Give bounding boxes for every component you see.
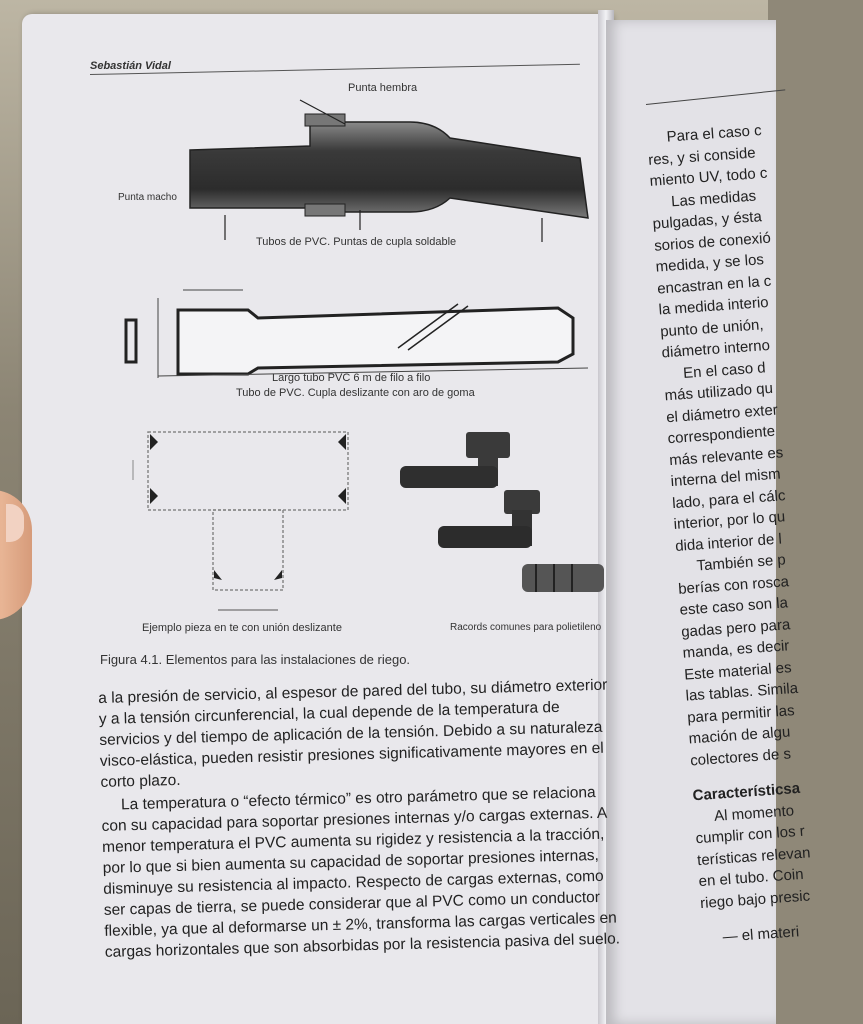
right-text-line: miento UV, todo c [649, 164, 768, 190]
racords-illustration [396, 428, 606, 608]
right-text-line: interna del mism [670, 465, 782, 491]
right-subheading: Característicsa [692, 779, 801, 805]
label-cupla-deslizante: Tubo de PVC. Cupla deslizante con aro de goma [236, 387, 475, 399]
right-text-line: más utilizado qu [664, 379, 774, 405]
right-text-line: punto de unión, [659, 315, 765, 340]
right-text-line: la medida interio [658, 293, 770, 319]
right-text-line: riego bajo presic [699, 886, 811, 912]
right-text-line: También se p [696, 551, 787, 575]
right-text-line: sorios de conexió [653, 229, 772, 255]
right-text-line: Este material es [683, 658, 793, 684]
right-text-line: dida interior de l [674, 530, 783, 555]
right-text-line: lado, para el cálc [671, 486, 786, 512]
label-largo-tubo: Largo tubo PVC 6 m de filo a filo [272, 372, 431, 384]
right-text-line: colectores de s [689, 744, 792, 769]
right-text-line: terísticas relevan [696, 843, 811, 869]
label-racords: Racords comunes para polietileno [450, 622, 602, 633]
figure-caption-text: Elementos para las instalaciones de riego. [165, 652, 411, 667]
figure-caption-prefix: Figura 4.1. [100, 652, 163, 667]
right-text-line: gadas pero para [680, 615, 791, 641]
right-text-line: res, y si conside [647, 143, 757, 169]
right-text-line: cumplir con los r [695, 822, 806, 848]
right-text-line: Para el caso c [666, 121, 763, 146]
right-text-line: las tablas. Simila [685, 679, 799, 705]
right-text-line: En el caso d [682, 358, 767, 382]
right-text-line: pulgadas, y ésta [652, 208, 763, 233]
right-text-line: diámetro interno [661, 336, 771, 362]
label-cupla-soldable: Tubos de PVC. Puntas de cupla soldable [256, 236, 457, 248]
left-body-text [98, 674, 625, 963]
right-text-line: en el tubo. Coin [698, 865, 805, 891]
right-text-line: correspondiente [667, 422, 776, 448]
right-text-line: berías con rosca [677, 572, 790, 598]
right-text-line: más relevante es [668, 443, 784, 469]
right-text-line: Las medidas [670, 187, 757, 210]
label-punta-hembra: Punta hembra [348, 82, 418, 94]
label-pieza-te: Ejemplo pieza en te con unión deslizante [142, 622, 342, 634]
figure-caption [100, 652, 410, 667]
paragraph: a la presión de servicio, al espesor de pared del tubo, su diámetro exterior y a la tensión circunferencial, la cual depende de la temperatura de servicios y del tiempo de aplicación de la tensión. Debido a su naturaleza visco-elástica, pueden resistir presiones significativamente mayores en el corto plazo. [98, 676, 608, 791]
pipe-socket-illustration [180, 100, 600, 250]
right-text-line: mación de algu [688, 723, 791, 748]
right-text-line: interior, por lo qu [673, 508, 786, 534]
right-text-line: para permitir las [686, 701, 796, 727]
right-text-line: el diámetro exter [665, 401, 779, 426]
label-punta-macho: Punta macho [118, 192, 177, 203]
running-head: Sebastián Vidal [90, 60, 171, 72]
paragraph: La temperatura o “efecto térmico” es otro parámetro que se relaciona con su capacidad para soportar presiones internas y/o cargas externas. A menor temperatura el PVC aumenta su rigidez y resistencia a la tracción, por lo que si bien aumenta su capacidad de soportar presiones internas, disminuye su resistencia al impacto. Respecto de cargas externas, como ser capas de tierra, se puede considerar que al PVC como un conductor flexible, ya que al deformarse un ± 2%, transforma las cargas verticales en cargas horizontales que son absorbidas por la resistencia pasiva del suelo. [101, 784, 621, 961]
pipe-long-illustration [118, 288, 598, 378]
right-text-line: manda, es decir [682, 637, 790, 662]
right-text-line: Al momento [713, 801, 795, 825]
right-bullet-line: — el materi [722, 923, 800, 946]
tee-piece-illustration [128, 420, 368, 620]
right-text-line: encastran en la c [656, 272, 772, 298]
right-text-line: este caso son la [679, 594, 789, 619]
right-text-line: medida, y se los [655, 251, 765, 276]
